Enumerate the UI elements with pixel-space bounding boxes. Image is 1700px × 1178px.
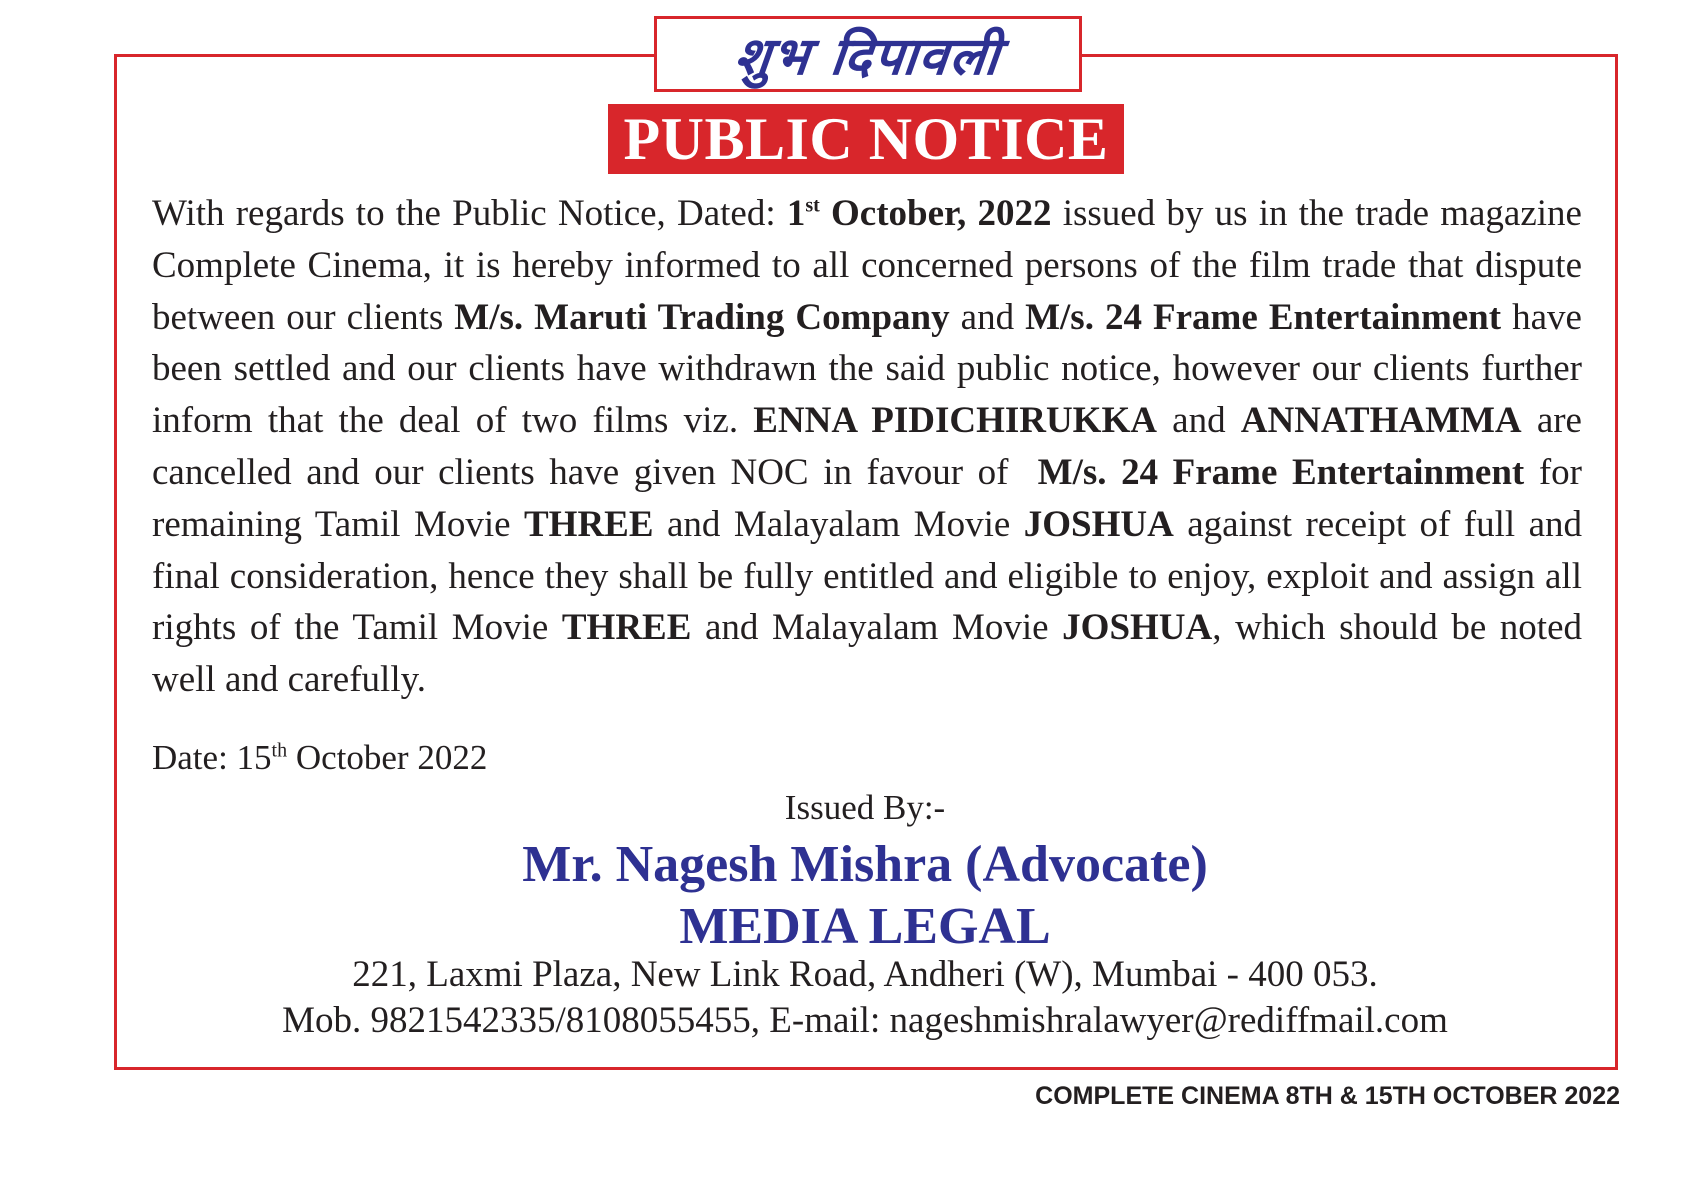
firm-address: 221, Laxmi Plaza, New Link Road, Andheri (W), Mumbai - 400 053. (352, 954, 1378, 995)
notice-date-bold (787, 193, 1052, 234)
notice-text: for remaining Tamil Movie (152, 451, 1582, 545)
film-title: JOSHUA (1023, 503, 1174, 545)
diwali-greeting-banner (654, 16, 1082, 92)
notice-date-day: 1 (786, 193, 806, 234)
film-title: ENNA PIDICHIRUKKA (753, 400, 1157, 442)
diwali-greeting-text: शुभ दिपावली (731, 26, 1004, 87)
public-notice-title-bar (608, 104, 1124, 174)
issue-date-suffix: th (271, 739, 288, 762)
notice-date-month-year: October, 2022 (819, 193, 1052, 234)
notice-text: are cancelled and our clients have given NOC in favour of (152, 400, 1592, 493)
issue-date-month-year: October 2022 (287, 738, 488, 777)
advocate-name: Mr. Nagesh Mishra (Advocate) (522, 836, 1208, 893)
publication-footer: COMPLETE CINEMA 8TH & 15TH OCTOBER 2022 (1035, 1082, 1620, 1110)
notice-text: and Malayalam Movie (653, 503, 1024, 545)
client-name: M/s. 24 Frame Entertainment (1025, 296, 1502, 338)
notice-date-suffix: st (805, 194, 820, 217)
notice-text: issued by us in the trade magazine Complete Cinema, it is hereby informed to all concerned persons of the film trade that dispute between our clients (152, 193, 1582, 338)
page-title: PUBLIC NOTICE (623, 106, 1109, 172)
notice-text: and (949, 296, 1026, 338)
notice-text: , which should be noted well and carefully. (152, 607, 1583, 701)
notice-text: and (1156, 400, 1241, 442)
client-name: M/s. Maruti Trading Company (454, 296, 950, 338)
issued-by-label: Issued By:- (784, 788, 946, 827)
contact-details: Mob. 9821542335/8108055455, E-mail: nageshmishralawyer@rediffmail.com (282, 1000, 1448, 1041)
firm-name: MEDIA LEGAL (679, 898, 1051, 955)
notice-text: and Malayalam Movie (691, 607, 1063, 649)
film-title: THREE (561, 607, 692, 649)
notice-body (152, 188, 1592, 706)
film-title: JOSHUA (1062, 607, 1213, 649)
issue-date (152, 736, 487, 780)
film-title: THREE (524, 503, 654, 545)
issue-date-day: Date: 15 (152, 738, 272, 777)
notice-text: With regards to the Public Notice, Dated: (152, 193, 787, 234)
notice-text: have been settled and our clients have withdrawn the said public notice, however our clients further inform that the deal of two films viz. (152, 296, 1582, 442)
film-title: ANNATHAMMA (1240, 400, 1522, 442)
client-name: M/s. 24 Frame Entertainment (1037, 451, 1525, 493)
notice-text: against receipt of full and final consideration, hence they shall be fully entitled and eligible to enjoy, exploit and assign all rights of the Tamil Movie (152, 503, 1583, 649)
